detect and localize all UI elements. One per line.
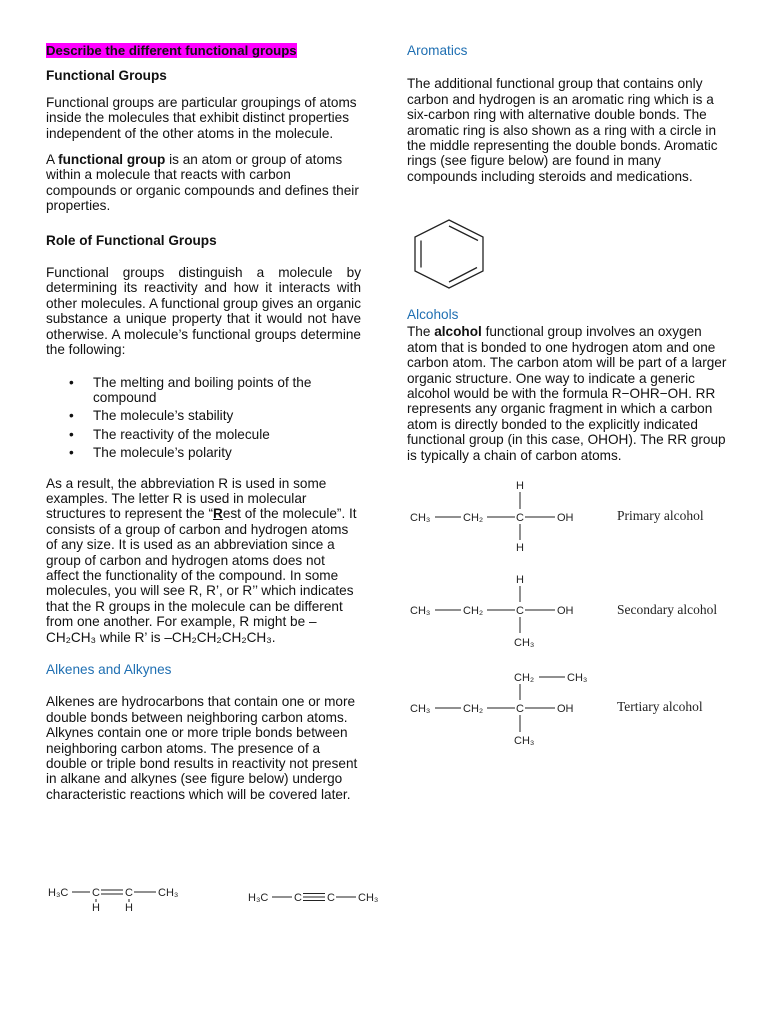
alcohol-structures xyxy=(405,476,750,751)
svg-text:CH₃: CH₃ xyxy=(358,892,379,904)
svg-text:CH₃: CH₃ xyxy=(514,735,535,747)
svg-text:CH₃: CH₃ xyxy=(410,605,431,617)
svg-text:C: C xyxy=(327,892,335,904)
svg-text:OH: OH xyxy=(557,605,574,617)
paragraph-r-groups: As a result, the abbreviation R is used in some examples. The letter R is used in molecular structures to represent the “Rest of the molecule”. It consists of a group of carbon and hydrogen atoms of any size. It is used as an abbreviation since a group of carbon and hydrogen atoms does not affect the functionality of the compound. In some molecules, you will see R, R’, or R’’ which indicates that the R groups in the molecule can be different from one another. For example, R might be –CH₂CH₃ while R’ is –CH₂CH₂CH₂CH₃. xyxy=(46,475,357,645)
svg-text:C: C xyxy=(92,887,100,899)
benzene-ring-icon xyxy=(408,216,490,292)
svg-text:C: C xyxy=(516,703,524,715)
svg-text:CH₂: CH₂ xyxy=(514,672,535,684)
paragraph-aromatics: The additional functional group that contains only carbon and hydrogen is an aromatic ring which is a six-carbon ring with alternative double bonds. The aromatic ring is also shown as a ring with a circle in the middle representing the double bonds. Aromatic rings (see figure below) are found in many compounds including steroids and medications. xyxy=(407,76,718,184)
svg-text:CH₃: CH₃ xyxy=(158,887,179,899)
svg-text:H: H xyxy=(92,902,100,912)
svg-text:CH₃: CH₃ xyxy=(514,637,535,649)
svg-text:H₃C: H₃C xyxy=(48,887,69,899)
svg-text:OH: OH xyxy=(557,512,574,524)
paragraph-alkenes: Alkenes are hydrocarbons that contain one or more double bonds between neighboring carbon atoms. Alkynes contain one or more triple bonds between neighboring carbon atoms. The presence of a double or triple bond results in reactivity not present in alkane and alkynes (see figure below) undergo characteristic reactions which will be covered later. xyxy=(46,694,358,802)
list-item: • The reactivity of the molecule xyxy=(46,427,361,442)
svg-text:CH₂: CH₂ xyxy=(463,512,484,524)
right-column xyxy=(407,43,727,184)
left-column xyxy=(46,43,361,802)
label-primary-alcohol: Primary alcohol xyxy=(617,508,704,523)
svg-text:H₃C: H₃C xyxy=(248,892,269,904)
svg-text:CH₃: CH₃ xyxy=(410,703,431,715)
svg-text:H: H xyxy=(125,902,133,912)
paragraph-definition: Functional groups are particular groupings of atoms inside the molecules that exhibit distinct properties independent of the other atoms in the molecule. xyxy=(46,94,357,141)
svg-text:CH₂: CH₂ xyxy=(463,703,484,715)
page-title: Describe the different functional groups xyxy=(46,43,297,58)
heading-role: Role of Functional Groups xyxy=(46,232,217,248)
alkyne-structure xyxy=(246,886,396,908)
svg-text:C: C xyxy=(125,887,133,899)
list-item: • The molecule’s stability xyxy=(46,408,361,423)
term-alcohol: alcohol xyxy=(434,324,482,340)
svg-text:CH₃: CH₃ xyxy=(410,512,431,524)
svg-text:C: C xyxy=(516,605,524,617)
label-secondary-alcohol: Secondary alcohol xyxy=(617,602,718,617)
heading-alkenes-alkynes: Alkenes and Alkynes xyxy=(46,662,172,677)
heading-aromatics: Aromatics xyxy=(407,43,468,58)
svg-text:H: H xyxy=(516,480,524,492)
paragraph-role: Functional groups distinguish a molecule by determining its reactivity and how it interacts with other molecules. A functional group gives an organic substance a unique property that it would not have otherwise. A molecule’s functional groups determine the following: xyxy=(46,265,361,358)
paragraph-alcohols: The alcohol functional group involves an oxygen atom that is bonded to one hydrogen atom and one carbon atom. The carbon atom will be part of a larger organic structure. One way to indicate a generic alcohol would be with the formula R−OHR−OH. RR represents any organic fragment in which a carbon atom is directly bonded to the explicitly indicated functional group (in this case, OHOH). The RR group is typically a chain of carbon atoms. xyxy=(407,324,727,463)
svg-text:OH: OH xyxy=(557,703,574,715)
alcohols-section xyxy=(407,307,727,463)
svg-text:C: C xyxy=(516,512,524,524)
list-item: • The melting and boiling points of the compound xyxy=(46,375,361,406)
svg-text:CH₂: CH₂ xyxy=(463,605,484,617)
label-tertiary-alcohol: Tertiary alcohol xyxy=(617,699,703,714)
term-r: R xyxy=(212,506,223,522)
heading-functional-groups: Functional Groups xyxy=(46,68,167,84)
svg-text:CH₃: CH₃ xyxy=(567,672,588,684)
svg-text:H: H xyxy=(516,542,524,554)
svg-text:H: H xyxy=(516,574,524,586)
svg-text:C: C xyxy=(294,892,302,904)
bullet-list xyxy=(46,375,361,461)
alkene-structure xyxy=(46,882,196,912)
heading-alcohols: Alcohols xyxy=(407,307,459,322)
term-functional-group: functional group xyxy=(58,152,166,168)
paragraph-functional-group: A functional group is an atom or group of atoms within a molecule that reacts with carbon compounds or organic compounds and defines their properties. xyxy=(46,152,359,214)
list-item: • The molecule’s polarity xyxy=(46,445,361,460)
